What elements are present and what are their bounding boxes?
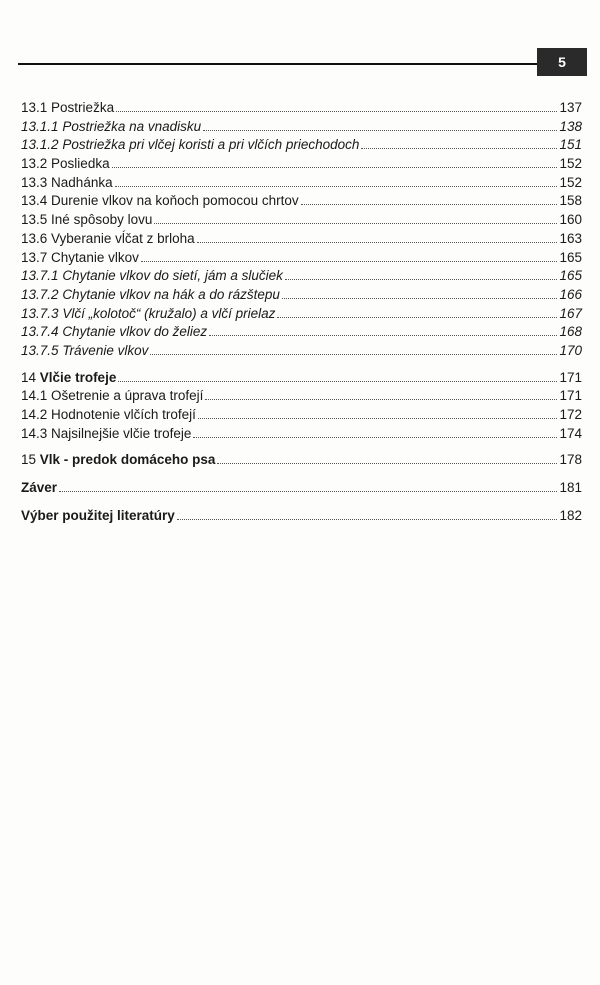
toc-entry-page: 181 — [559, 480, 582, 496]
toc-entry-page: 158 — [559, 193, 582, 209]
toc-entry-page: 160 — [559, 212, 582, 228]
page-number-badge — [537, 48, 587, 76]
toc-entry-number: 14.3 — [21, 425, 48, 441]
toc-entry-number: 13.6 — [21, 230, 48, 246]
toc-entry-title: Výber použitej literatúry — [21, 507, 175, 523]
leader-dots — [277, 317, 557, 318]
toc-entry[interactable] — [21, 387, 582, 406]
leader-dots — [197, 242, 558, 243]
toc-entry-title: Chytanie vlkov do želiez — [62, 324, 208, 340]
toc-entry-title: Nadhánka — [51, 174, 113, 190]
toc-entry-page: 166 — [559, 286, 582, 302]
toc-entry-page: 152 — [559, 156, 582, 172]
toc-entry-number: 13.3 — [21, 174, 48, 190]
toc-entry-title: Iné spôsoby lovu — [51, 212, 153, 228]
leader-dots — [203, 130, 557, 131]
leader-dots — [193, 437, 557, 438]
toc-entry-page: 170 — [559, 342, 582, 358]
toc-entry-title: Chytanie vlkov do sietí, jám a slučiek — [62, 268, 283, 284]
toc-chapter-heading[interactable] — [21, 479, 582, 498]
toc-entry-title: Chytanie vlkov na hák a do rázštepu — [62, 286, 280, 302]
leader-dots — [115, 186, 558, 187]
toc-entry-title: Postriežka pri vlčej koristi a pri vlčích priechodoch — [62, 137, 360, 153]
leader-dots — [301, 204, 558, 205]
toc-entry[interactable] — [21, 118, 582, 137]
toc-entry-number: 13.7.3 — [21, 305, 59, 321]
toc-entry[interactable] — [21, 323, 582, 342]
page-number: 5 — [558, 54, 566, 70]
toc-entry-title: Najsilnejšie vlčie trofeje — [51, 425, 192, 441]
toc-entry-title: Hodnotenie vlčích trofejí — [51, 407, 196, 422]
toc-section-14 — [21, 369, 582, 444]
toc-chapter-heading[interactable] — [21, 507, 582, 526]
toc-entry[interactable] — [21, 425, 582, 444]
toc-entry-page: 168 — [559, 324, 582, 340]
toc-chapter-heading[interactable] — [21, 369, 582, 388]
toc-chapter-heading[interactable] — [21, 451, 582, 470]
toc-entry[interactable] — [21, 305, 582, 324]
toc-entry-page: 138 — [559, 118, 582, 134]
toc-entry-title: Postriežka — [51, 100, 115, 115]
toc-entry[interactable] — [21, 249, 582, 268]
toc-entry-number: 13.5 — [21, 212, 48, 228]
toc-entry-page: 171 — [559, 369, 582, 385]
toc-entry-title: Vlk - predok domáceho psa — [39, 452, 216, 468]
leader-dots — [59, 491, 557, 492]
toc-entry[interactable] — [21, 99, 582, 118]
header-rule — [18, 63, 537, 65]
toc-entry-page: 178 — [559, 452, 582, 468]
leader-dots — [209, 335, 557, 336]
toc-entry-page: 152 — [559, 174, 582, 190]
toc-entry[interactable] — [21, 342, 582, 361]
toc-entry-page: 167 — [559, 305, 582, 321]
toc-entry-number: 13.7 — [21, 249, 48, 265]
toc-entry-title: Posliedka — [51, 156, 110, 172]
toc-entry[interactable] — [21, 155, 582, 174]
leader-dots — [116, 111, 557, 112]
toc-entry-number: 14 — [21, 369, 37, 385]
toc-entry-number: 13.7.1 — [21, 268, 59, 284]
toc-entry-number: 13.7.2 — [21, 286, 59, 302]
toc-entry-page: 174 — [559, 425, 582, 441]
toc-literature — [21, 507, 582, 526]
toc-entry[interactable] — [21, 211, 582, 230]
toc-conclusion — [21, 479, 582, 498]
toc-entry-number: 13.1.2 — [21, 137, 59, 153]
toc-entry-page: 151 — [559, 137, 582, 153]
toc-entry-title: Vlčí „kolotoč“ (kružalo) a vlčí prielaz — [62, 305, 276, 321]
toc-entry-page: 165 — [559, 268, 582, 284]
toc-entry[interactable] — [21, 174, 582, 193]
toc-entry-number: 13.7.5 — [21, 342, 59, 358]
toc-entry-title: Chytanie vlkov — [51, 249, 139, 265]
leader-dots — [141, 261, 558, 262]
leader-dots — [285, 279, 558, 280]
toc-entry-title: Vlčie trofeje — [39, 369, 117, 385]
leader-dots — [361, 148, 557, 149]
leader-dots — [118, 381, 557, 382]
leader-dots — [112, 167, 558, 168]
toc-entry-title: Vyberanie vĺčat z brloha — [51, 230, 195, 246]
toc-entry-page: 163 — [559, 230, 582, 246]
toc-entry-title: Postriežka na vnadisku — [62, 118, 202, 134]
toc-entry-number: 14.1 — [21, 388, 48, 404]
toc-entry-page: 182 — [559, 507, 582, 523]
toc-entry-number: 13.7.4 — [21, 324, 59, 340]
toc-entry-number: 13.1.1 — [21, 118, 59, 134]
table-of-contents — [21, 99, 582, 534]
leader-dots — [205, 399, 557, 400]
toc-entry[interactable] — [21, 230, 582, 249]
toc-entry-number: 13.2 — [21, 156, 48, 172]
toc-entry-title: Záver — [21, 480, 58, 496]
toc-entry-number: 14.2 — [21, 407, 48, 422]
toc-entry[interactable] — [21, 286, 582, 305]
leader-dots — [198, 418, 558, 419]
toc-entry-title: Ošetrenie a úprava trofejí — [51, 388, 204, 404]
toc-entry-page: 165 — [559, 249, 582, 265]
toc-entry[interactable] — [21, 267, 582, 286]
toc-section-15 — [21, 451, 582, 470]
leader-dots — [177, 519, 558, 520]
toc-entry-page: 172 — [559, 407, 582, 422]
toc-entry-number: 13.1 — [21, 100, 48, 115]
toc-entry[interactable] — [21, 192, 582, 211]
toc-entry-page: 171 — [559, 388, 582, 404]
leader-dots — [150, 354, 557, 355]
toc-entry-number: 13.4 — [21, 193, 48, 209]
toc-entry[interactable] — [21, 136, 582, 155]
toc-entry-title: Durenie vlkov na koňoch pomocou chrtov — [51, 193, 299, 209]
toc-entry-number: 15 — [21, 452, 37, 468]
toc-entry-page: 137 — [559, 100, 582, 115]
leader-dots — [154, 223, 557, 224]
leader-dots — [282, 298, 558, 299]
toc-section-13 — [21, 99, 582, 361]
toc-entry[interactable] — [21, 406, 582, 425]
leader-dots — [217, 463, 557, 464]
toc-entry-title: Trávenie vlkov — [62, 342, 149, 358]
